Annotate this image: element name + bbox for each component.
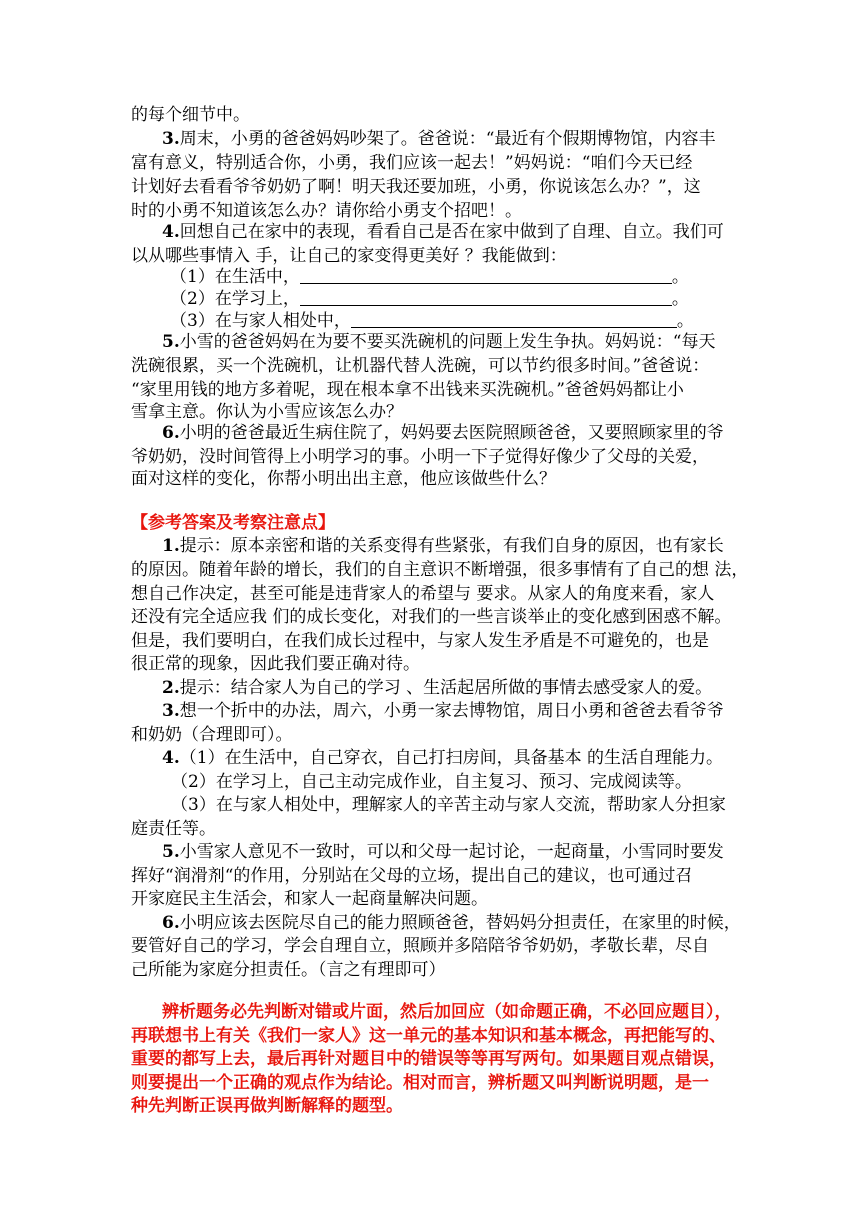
answer-1 [162,534,724,558]
answers-heading: 【参考答案及考察注意点】 [131,513,335,533]
text-line: 计划好去看看爷爷奶奶了啊！明天我还要加班，小勇，你说该怎么办？”，这 [131,177,701,197]
text-line: 时的小勇不知道该怎么办？请你给小勇支个招吧！。 [131,201,522,221]
answer-number: 6. [162,913,180,933]
answer-number: 2. [162,678,180,698]
punctuation: 。 [676,311,694,331]
note-line: 种先判断正误再做判断解释的题型。 [131,1096,403,1116]
text-line: 洗碗很累，买一个洗碗机，让机器代替人洗碗，可以节约很多时间。”爸爸说： [131,356,710,376]
question-number: 6. [162,423,180,443]
text-line: （2）在学习上，自己主动完成作业，自主复习、预习、完成阅读等。 [171,772,692,792]
text-line: 想自己作决定，甚至可能是违背家人的希望与 要求。从家人的角度来看，家人 [131,584,715,604]
text-line: 小明的爸爸最近生病住院了，妈妈要去医院照顾爸爸，又要照顾家里的爷 [179,423,724,443]
text-line: 挥好“润滑剂“的作用，分别站在父母的立场，提出自己的建议，也可通过召 [131,866,693,886]
answer-blank[interactable] [300,267,672,284]
text-line: 己所能为家庭分担责任。（言之有理即可） [131,960,446,980]
item-label: （1）在生活中， [170,267,300,287]
text-line: 周末，小勇的爸爸妈妈吵架了。爸爸说：“最近有个假期博物馆，内容丰 [179,129,716,149]
question-number: 5. [162,332,180,352]
answer-number: 3. [162,701,180,721]
text-line: 很正常的现象，因此我们要正确对待。 [131,654,420,674]
punctuation: 。 [671,267,689,287]
question-number: 3. [162,129,180,149]
question-number: 4. [162,222,180,242]
note-line: 重要的都写上去，最后再针对题目中的错误等等再写两句。如果题目观点错误， [131,1049,726,1069]
answer-6 [162,911,741,935]
punctuation: 。 [671,289,689,309]
text-line: 还没有完全适应我 们的成长变化，对我们的一些言谈举止的变化感到困惑不解。 [131,607,732,627]
text-line: 和奶奶（合理即可）。 [131,725,293,745]
text-line: 提示：原本亲密和谐的关系变得有些紧张，有我们自身的原因，也有家长 [179,536,724,556]
item-label: （2）在学习上， [170,289,300,309]
answer-3 [162,699,724,723]
text-line: 开家庭民主生活会，和家人一起商量解决问题。 [131,889,488,909]
text-line: （3）在与家人相处中，理解家人的辛苦主动与家人交流，帮助家人分担家 [171,795,726,815]
answer-4 [162,746,723,770]
text-line: 面对这样的变化，你帮小明出出主意，他应该做些什么？ [131,469,556,489]
answer-item-1 [170,265,689,289]
answer-blank[interactable] [351,311,677,328]
text-line: 富有意义，特别适合你，小勇，我们应该一起去！”妈妈说：“咱们今天已经 [131,153,693,173]
text-line: 但是，我们要明白，在我们成长过程中，与家人发生矛盾是不可避免的，也是 [131,631,709,651]
text-line: 想一个折中的办法，周六，小勇一家去博物馆，周日小勇和爸爸去看爷爷 [179,701,724,721]
answer-blank[interactable] [300,289,672,306]
answer-number: 4. [162,748,180,768]
text-line: 要管好自己的学习，学会自理自立，照顾并多陪陪爷爷奶奶，孝敬长辈，尽自 [131,936,709,956]
question-5 [162,330,715,354]
answer-2 [162,676,712,700]
text-line: 小雪家人意见不一致时，可以和父母一起讨论，一起商量，小雪同时要发 [179,842,724,862]
answer-number: 5. [162,842,180,862]
answer-item-2 [170,287,689,311]
text-line: 庭责任等。 [131,819,216,839]
text-line: 雪拿主意。你认为小雪应该怎么办？ [131,402,403,422]
question-4 [162,220,724,244]
text-line: 小明应该去医院尽自己的能力照顾爸爸，替妈妈分担责任，在家里的时候， [179,913,741,933]
question-3 [162,127,715,151]
text-line: 小雪的爸爸妈妈在为要不要买洗碗机的问题上发生争执。妈妈说：“每天 [179,332,716,352]
item-label: （3）在与家人相处中， [170,311,351,331]
question-6 [162,421,724,445]
text-line: 爷奶奶，没时间管得上小明学习的事。小明一下子觉得好像少了父母的关爱， [131,447,709,467]
text-line: 以从哪些事情入 手，让自己的家变得更美好 ？我能做到： [131,246,567,266]
answer-number: 1. [162,536,180,556]
note-line: 再联想书上有关《我们一家人》这一单元的基本知识和基本概念，再把能写的、 [131,1026,726,1046]
text-line: （1）在生活中，自己穿衣，自己打扫房间，具备基本 的生活自理能力。 [179,748,723,768]
text-line: 的每个细节中。 [131,105,250,125]
answer-5 [162,840,724,864]
note-line: 则要提出一个正确的观点作为结论。相对而言，辨析题又叫判断说明题，是一 [131,1073,709,1093]
text-line: 的原因。随着年龄的增长，我们的自主意识不断增强，很多事情有了自己的想 法， [131,560,749,580]
text-line: 回想自己在家中的表现，看看自己是否在家中做到了自理、自立。我们可 [179,222,724,242]
note-line: 辨析题务必先判断对错或片面，然后加回应（如命题正确，不必回应题目）， [162,1002,732,1022]
text-line: 提示：结合家人为自己的学习 、生活起居所做的事情去感受家人的爱。 [179,678,713,698]
text-line: “家里用钱的地方多着呢，现在根本拿不出钱来买洗碗机。”爸爸妈妈都让小 [131,380,684,400]
